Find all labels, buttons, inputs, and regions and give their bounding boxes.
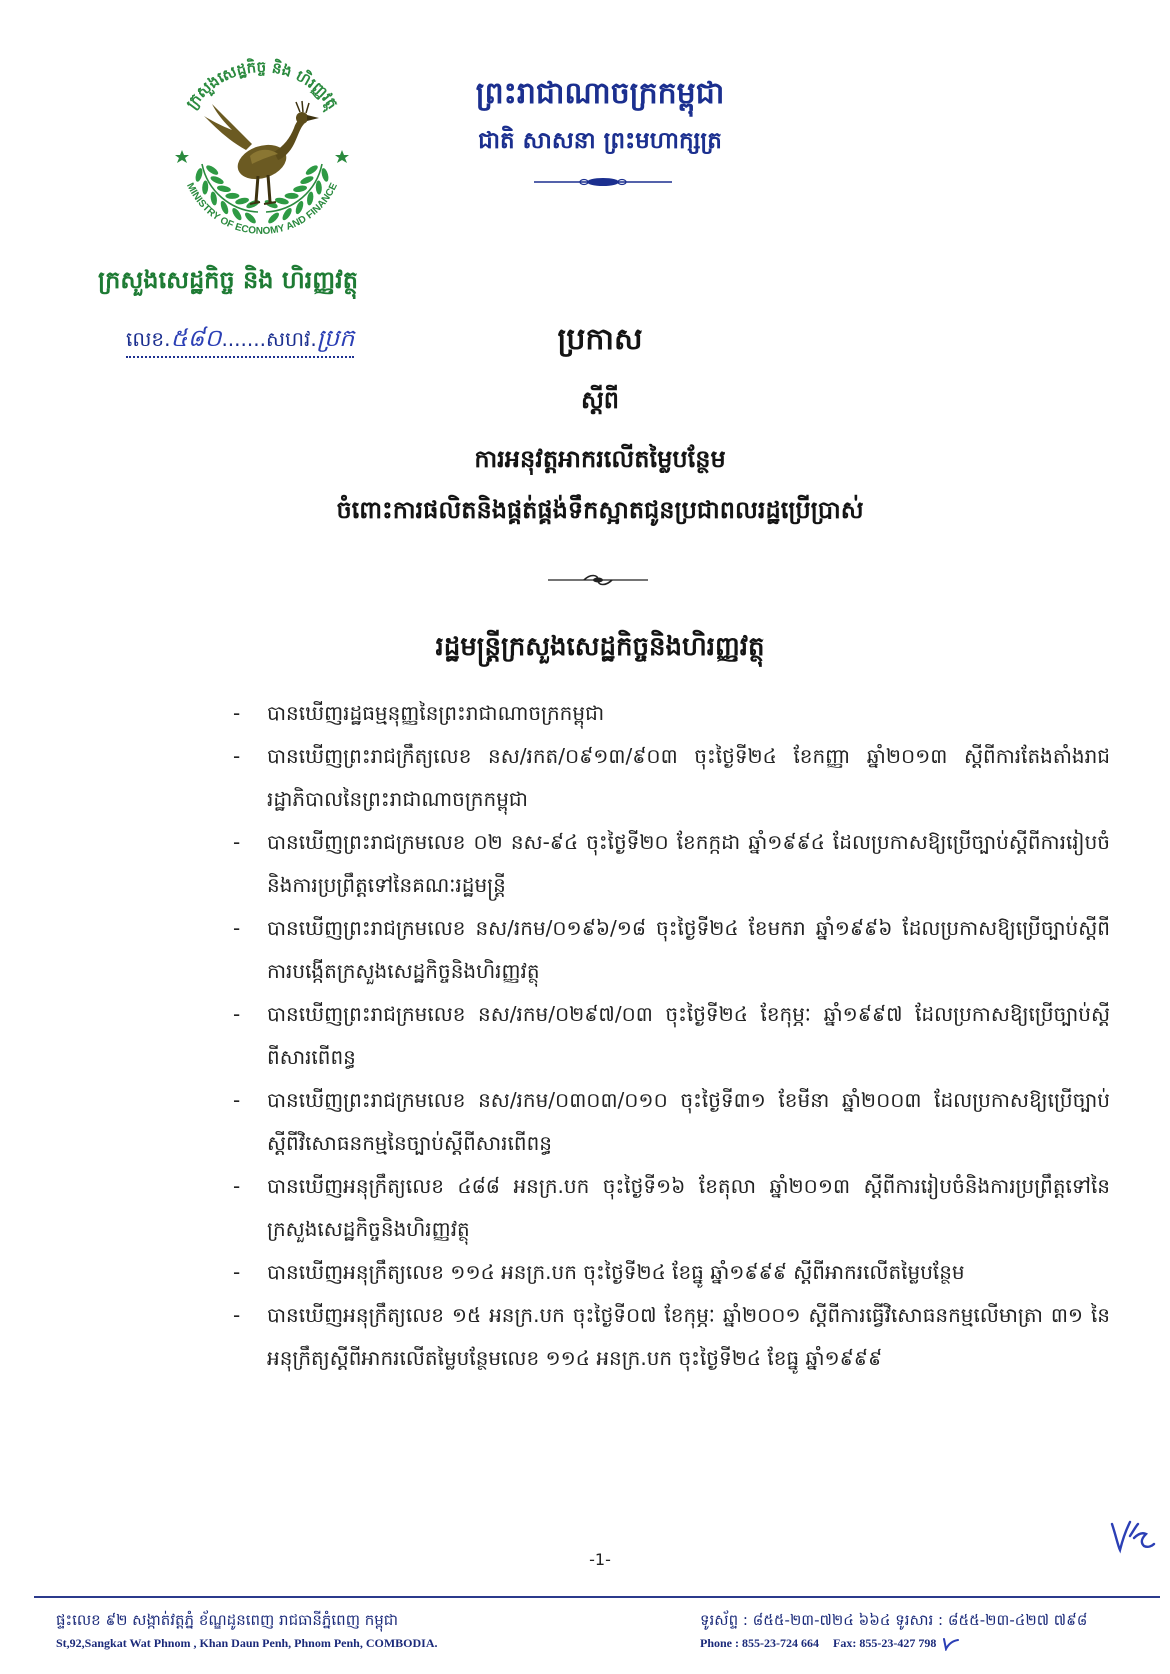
list-bullet: - bbox=[233, 916, 241, 940]
list-item-text: បានឃើញព្រះរាជក្រមលេខ នស/រកម/០២៩៧/០៣ ចុះថ្ងៃទី២៤ ខែកុម្ភៈ ឆ្នាំ១៩៩៧ ដែលប្រកាសឱ្យប្រើច្បាប់ស្តីពីសារពើពន្ធ bbox=[267, 1002, 1110, 1069]
list-bullet: - bbox=[233, 1260, 241, 1284]
list-item bbox=[233, 1079, 1110, 1165]
kingdom-title: ព្រះរាជាណាចក្រកម្ពុជា bbox=[475, 76, 725, 111]
list-item-text: បានឃើញអនុក្រឹត្យលេខ ៤៨៨ អនក្រ.បក ចុះថ្ងៃទី១៦ ខែតុលា ឆ្នាំ២០១៣ ស្តីពីការរៀបចំនិងការប្រព្រឹត្តទៅនៃក្រសួងសេដ្ឋកិច្ចនិងហិរញ្ញវត្ថុ bbox=[267, 1174, 1110, 1241]
list-item-text: បានឃើញព្រះរាជក្រមលេខ នស/រកម/០៣០៣/០១០ ចុះថ្ងៃទី៣១ ខែមីនា ឆ្នាំ២០០៣ ដែលប្រកាសឱ្យប្រើច្បាប់ស្តីពីវិសោធនកម្មនៃច្បាប់ស្តីពីសារពើពន្ធ bbox=[267, 1088, 1110, 1155]
list-bullet: - bbox=[233, 1088, 241, 1112]
reference-code: សហវ. bbox=[265, 327, 317, 351]
list-bullet: - bbox=[233, 701, 241, 725]
seal-text-khmer: ក្រសួងសេដ្ឋកិច្ច និង ហិរញ្ញវត្ថុ bbox=[182, 57, 342, 113]
ornament-divider-icon bbox=[548, 573, 648, 587]
list-bullet: - bbox=[233, 830, 241, 854]
list-item bbox=[233, 907, 1110, 993]
list-item bbox=[233, 821, 1110, 907]
reference-suffix-handwritten: ប្រក bbox=[316, 324, 355, 352]
list-item-text: បានឃើញអនុក្រឹត្យលេខ ១១៤ អនក្រ.បក ចុះថ្ងៃទី២៤ ខែធ្នូ ឆ្នាំ១៩៩៩ ស្តីពីអាករលើតម្លៃបន្ថែម bbox=[267, 1260, 965, 1284]
footer-address-khmer: ផ្ទះលេខ ៩២ សង្កាត់វត្តភ្នំ ខ័ណ្ឌដូនពេញ រាជធានីភ្នំពេញ កម្ពុជា bbox=[56, 1611, 399, 1629]
document-type: ប្រកាស bbox=[557, 322, 643, 357]
ornament-divider-icon bbox=[534, 174, 672, 190]
ministry-seal-logo bbox=[162, 52, 362, 252]
legal-references-list bbox=[233, 692, 1110, 1380]
list-item-text: បានឃើញរដ្ឋធម្មនុញ្ញនៃព្រះរាជាណាចក្រកម្ពុជា bbox=[267, 701, 605, 725]
footer-divider bbox=[34, 1596, 1160, 1598]
document-subject-line-1: ការអនុវត្តអាករលើតម្លៃបន្ថែម bbox=[474, 445, 726, 473]
list-bullet: - bbox=[233, 1002, 241, 1026]
page-number: -1- bbox=[589, 1550, 611, 1569]
list-item-text: បានឃើញព្រះរាជក្រឹត្យលេខ នស/រកត/០៩១៣/៩០៣ ចុះថ្ងៃទី២៤ ខែកញ្ញា ឆ្នាំ២០១៣ ស្តីពីការតែងតាំងរាជរដ្ឋាភិបាលនៃព្រះរាជាណាចក្រកម្ពុជា bbox=[267, 744, 1110, 811]
document-about: ស្តីពី bbox=[580, 386, 620, 414]
list-item bbox=[233, 735, 1110, 821]
list-bullet: - bbox=[233, 1174, 241, 1198]
handwritten-mark-icon bbox=[942, 1637, 960, 1651]
document-subject-line-2: ចំពោះការផលិតនិងផ្គត់ផ្គង់ទឹកស្អាតជូនប្រជាពលរដ្ឋប្រើប្រាស់ bbox=[336, 496, 864, 524]
issuer-title: រដ្ឋមន្ត្រីក្រសួងសេដ្ឋកិច្ចនិងហិរញ្ញវត្ថុ bbox=[435, 632, 765, 662]
reference-label: លេខ. bbox=[126, 327, 171, 351]
list-item bbox=[233, 1294, 1110, 1380]
reference-number-handwritten: ៥៨០ bbox=[170, 324, 222, 352]
list-item-text: បានឃើញអនុក្រឹត្យលេខ ១៥ អនក្រ.បក ចុះថ្ងៃទី០៧ ខែកុម្ភៈ ឆ្នាំ២០០១ ស្តីពីការធ្វើវិសោធនកម្មលើមាត្រា ៣១ នៃអនុក្រឹត្យស្តីពីអាករលើតម្លៃបន្ថែមលេខ ១១៤ អនក្រ.បក ចុះថ្ងៃទី២៤ ខែធ្នូ ឆ្នាំ១៩៩៩ bbox=[267, 1303, 1110, 1370]
list-item-text: បានឃើញព្រះរាជក្រមលេខ ០២ នស-៩៤ ចុះថ្ងៃទី២០ ខែកក្កដា ឆ្នាំ១៩៩៤ ដែលប្រកាសឱ្យប្រើច្បាប់ស្តីពីការរៀបចំនិងការប្រព្រឹត្តទៅនៃគណៈរដ្ឋមន្ត្រី bbox=[267, 830, 1110, 897]
list-item bbox=[233, 692, 1110, 735]
footer-contact-khmer: ទូរស័ព្ទ : ៨៥៥-២៣-៧២៤ ៦៦៤ ទូរសារ : ៨៥៥-២៣-៤២៧ ៧៩៨ bbox=[700, 1611, 1088, 1629]
list-item bbox=[233, 1251, 1110, 1294]
footer-address-english: St,92,Sangkat Wat Phnom , Khan Daun Penh, Phnom Penh, COMBODIA. bbox=[56, 1636, 438, 1650]
footer-fax: Fax: 855-23-427 798 bbox=[833, 1636, 937, 1650]
list-bullet: - bbox=[233, 744, 241, 768]
list-item bbox=[233, 993, 1110, 1079]
national-motto: ជាតិ សាសនា ព្រះមហាក្សត្រ bbox=[478, 128, 722, 154]
seal-star-right-icon bbox=[335, 150, 349, 163]
footer-contact-english bbox=[700, 1634, 960, 1652]
seal-text-english: MINISTRY OF ECONOMY AND FINANCE bbox=[184, 181, 340, 238]
ministry-name: ក្រសួងសេដ្ឋកិច្ច និង ហិរញ្ញវត្ថុ bbox=[98, 266, 358, 294]
handwritten-initials-signature bbox=[1108, 1516, 1156, 1556]
list-item bbox=[233, 1165, 1110, 1251]
list-bullet: - bbox=[233, 1303, 241, 1327]
footer-phone: Phone : 855-23-724 664 bbox=[700, 1636, 819, 1650]
reference-fill-dots: ....... bbox=[221, 327, 266, 351]
list-item-text: បានឃើញព្រះរាជក្រមលេខ នស/រកម/០១៩៦/១៨ ចុះថ្ងៃទី២៤ ខែមករា ឆ្នាំ១៩៩៦ ដែលប្រកាសឱ្យប្រើច្បាប់ស្តីពីការបង្កើតក្រសួងសេដ្ឋកិច្ចនិងហិរញ្ញវត្ថុ bbox=[267, 916, 1110, 983]
seal-star-left-icon bbox=[175, 150, 189, 163]
